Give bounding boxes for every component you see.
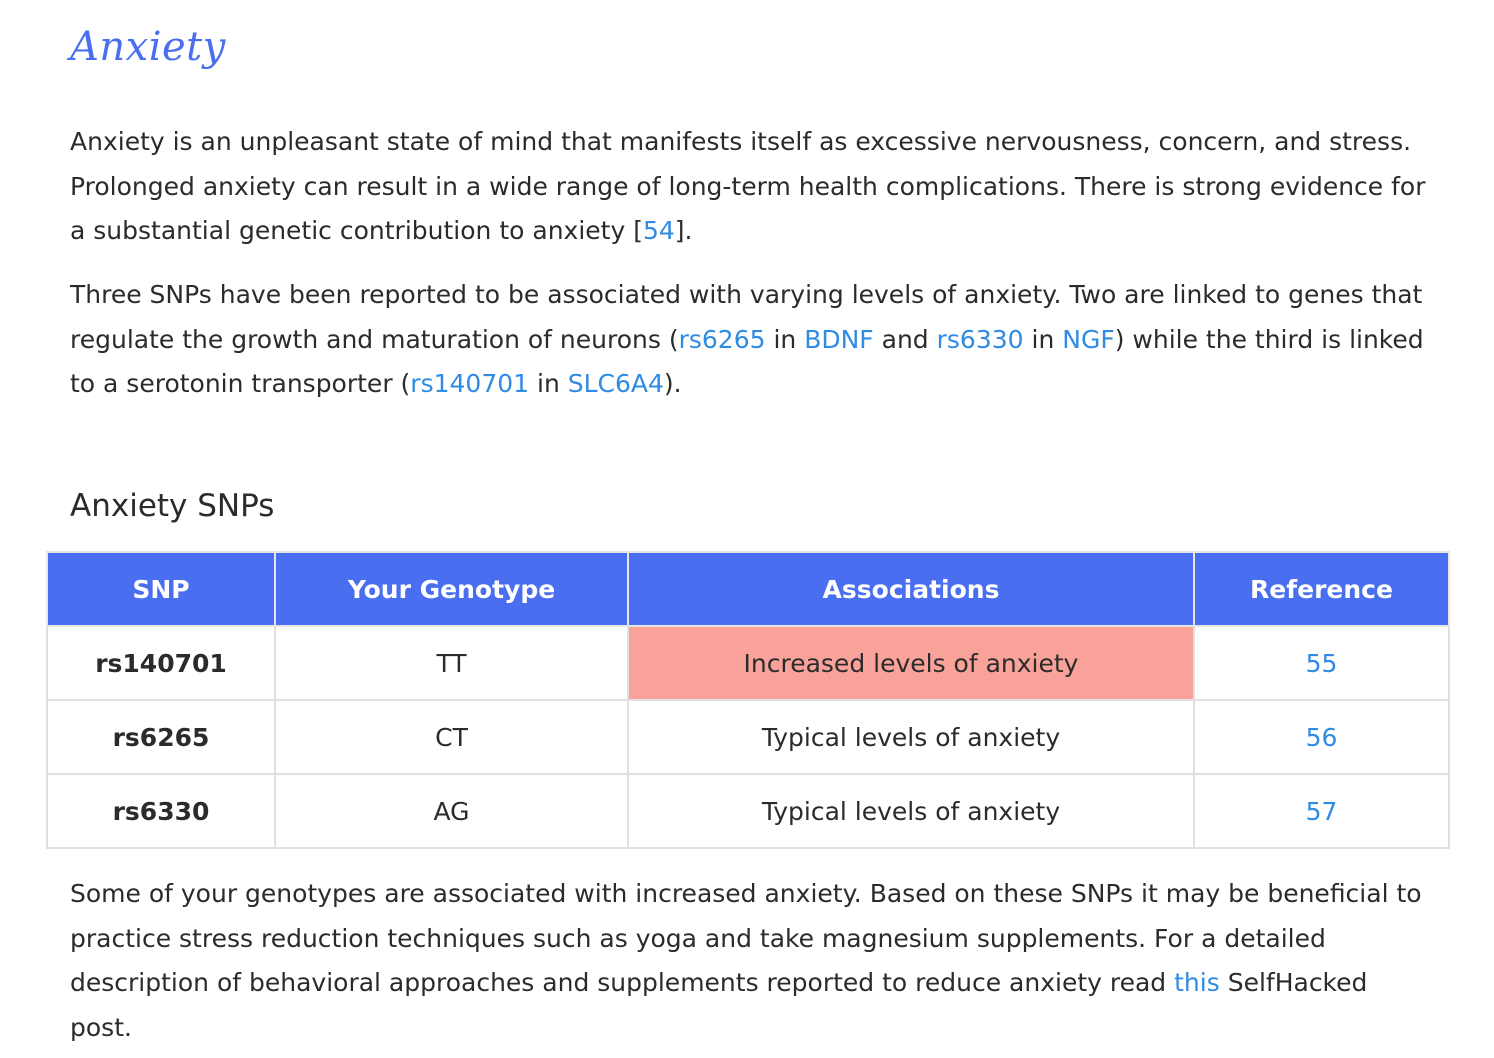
reference-link[interactable]: 55 bbox=[1305, 648, 1338, 678]
reference-cell bbox=[1194, 700, 1449, 774]
conclusion-paragraph bbox=[70, 872, 1430, 1050]
summary-text: in bbox=[765, 324, 805, 354]
column-header-associations: Associations bbox=[628, 552, 1194, 626]
reference-cell bbox=[1194, 774, 1449, 848]
reference-link[interactable]: 56 bbox=[1305, 722, 1338, 752]
conclusion-text-end: SelfHacked post. bbox=[70, 968, 1368, 1042]
intro-paragraph bbox=[70, 120, 1430, 254]
association-cell: Typical levels of anxiety bbox=[628, 774, 1194, 848]
snp-link-rs140701[interactable]: rs140701 bbox=[410, 369, 530, 398]
reference-link-54[interactable]: 54 bbox=[642, 216, 675, 245]
intro-text: Anxiety is an unpleasant state of mind that manifests itself as excessive nervousness, concern, and stress. Prolonged anxiety can result in a wide range of long-term health complications. There is strong evidence for a substantial genetic contribution to anxiety [ bbox=[70, 127, 1426, 245]
selfhacked-post-link[interactable]: this bbox=[1174, 968, 1220, 997]
table-header-row bbox=[47, 552, 1449, 626]
snp-cell: rs6265 bbox=[47, 700, 275, 774]
intro-text-end: ]. bbox=[674, 216, 693, 245]
conclusion-text: Some of your genotypes are associated with increased anxiety. Based on these SNPs it may be beneficial to practice stress reduction techniques such as yoga and take magnesium supplements. For a detailed description of behavioral approaches and supplements reported to reduce anxiety read bbox=[70, 879, 1422, 997]
summary-text: ) while the third is linked to a serotonin transporter ( bbox=[70, 324, 1424, 398]
genotype-cell: CT bbox=[275, 700, 628, 774]
genotype-cell: TT bbox=[275, 626, 628, 700]
genotype-cell: AG bbox=[275, 774, 628, 848]
column-header-reference: Reference bbox=[1194, 552, 1449, 626]
column-header-snp: SNP bbox=[47, 552, 275, 626]
summary-text: in bbox=[529, 369, 568, 398]
summary-text: Three SNPs have been reported to be associated with varying levels of anxiety. Two are linked to genes that regulate the growth and maturation of neurons ( bbox=[70, 280, 1423, 354]
snp-cell: rs6330 bbox=[47, 774, 275, 848]
summary-text-end: ). bbox=[663, 369, 682, 398]
summary-text: in bbox=[1023, 324, 1063, 354]
reference-cell bbox=[1194, 626, 1449, 700]
table-row bbox=[47, 774, 1449, 848]
column-header-genotype: Your Genotype bbox=[275, 552, 628, 626]
snp-link-rs6330[interactable]: rs6330 bbox=[936, 324, 1024, 354]
snp-table bbox=[46, 551, 1450, 849]
table-row bbox=[47, 626, 1449, 700]
table-heading: Anxiety SNPs bbox=[70, 488, 275, 524]
page-title: Anxiety bbox=[70, 24, 226, 70]
gene-link-bdnf[interactable]: BDNF bbox=[804, 324, 874, 354]
gene-link-ngf[interactable]: NGF bbox=[1062, 324, 1115, 354]
snp-summary-paragraph bbox=[70, 273, 1430, 407]
snp-cell: rs140701 bbox=[47, 626, 275, 700]
association-cell: Typical levels of anxiety bbox=[628, 700, 1194, 774]
snp-link-rs6265[interactable]: rs6265 bbox=[678, 324, 766, 354]
gene-link-slc6a4[interactable]: SLC6A4 bbox=[567, 369, 664, 398]
reference-link[interactable]: 57 bbox=[1305, 796, 1338, 826]
association-cell-increased: Increased levels of anxiety bbox=[628, 626, 1194, 700]
table-row bbox=[47, 700, 1449, 774]
summary-text: and bbox=[873, 324, 937, 354]
